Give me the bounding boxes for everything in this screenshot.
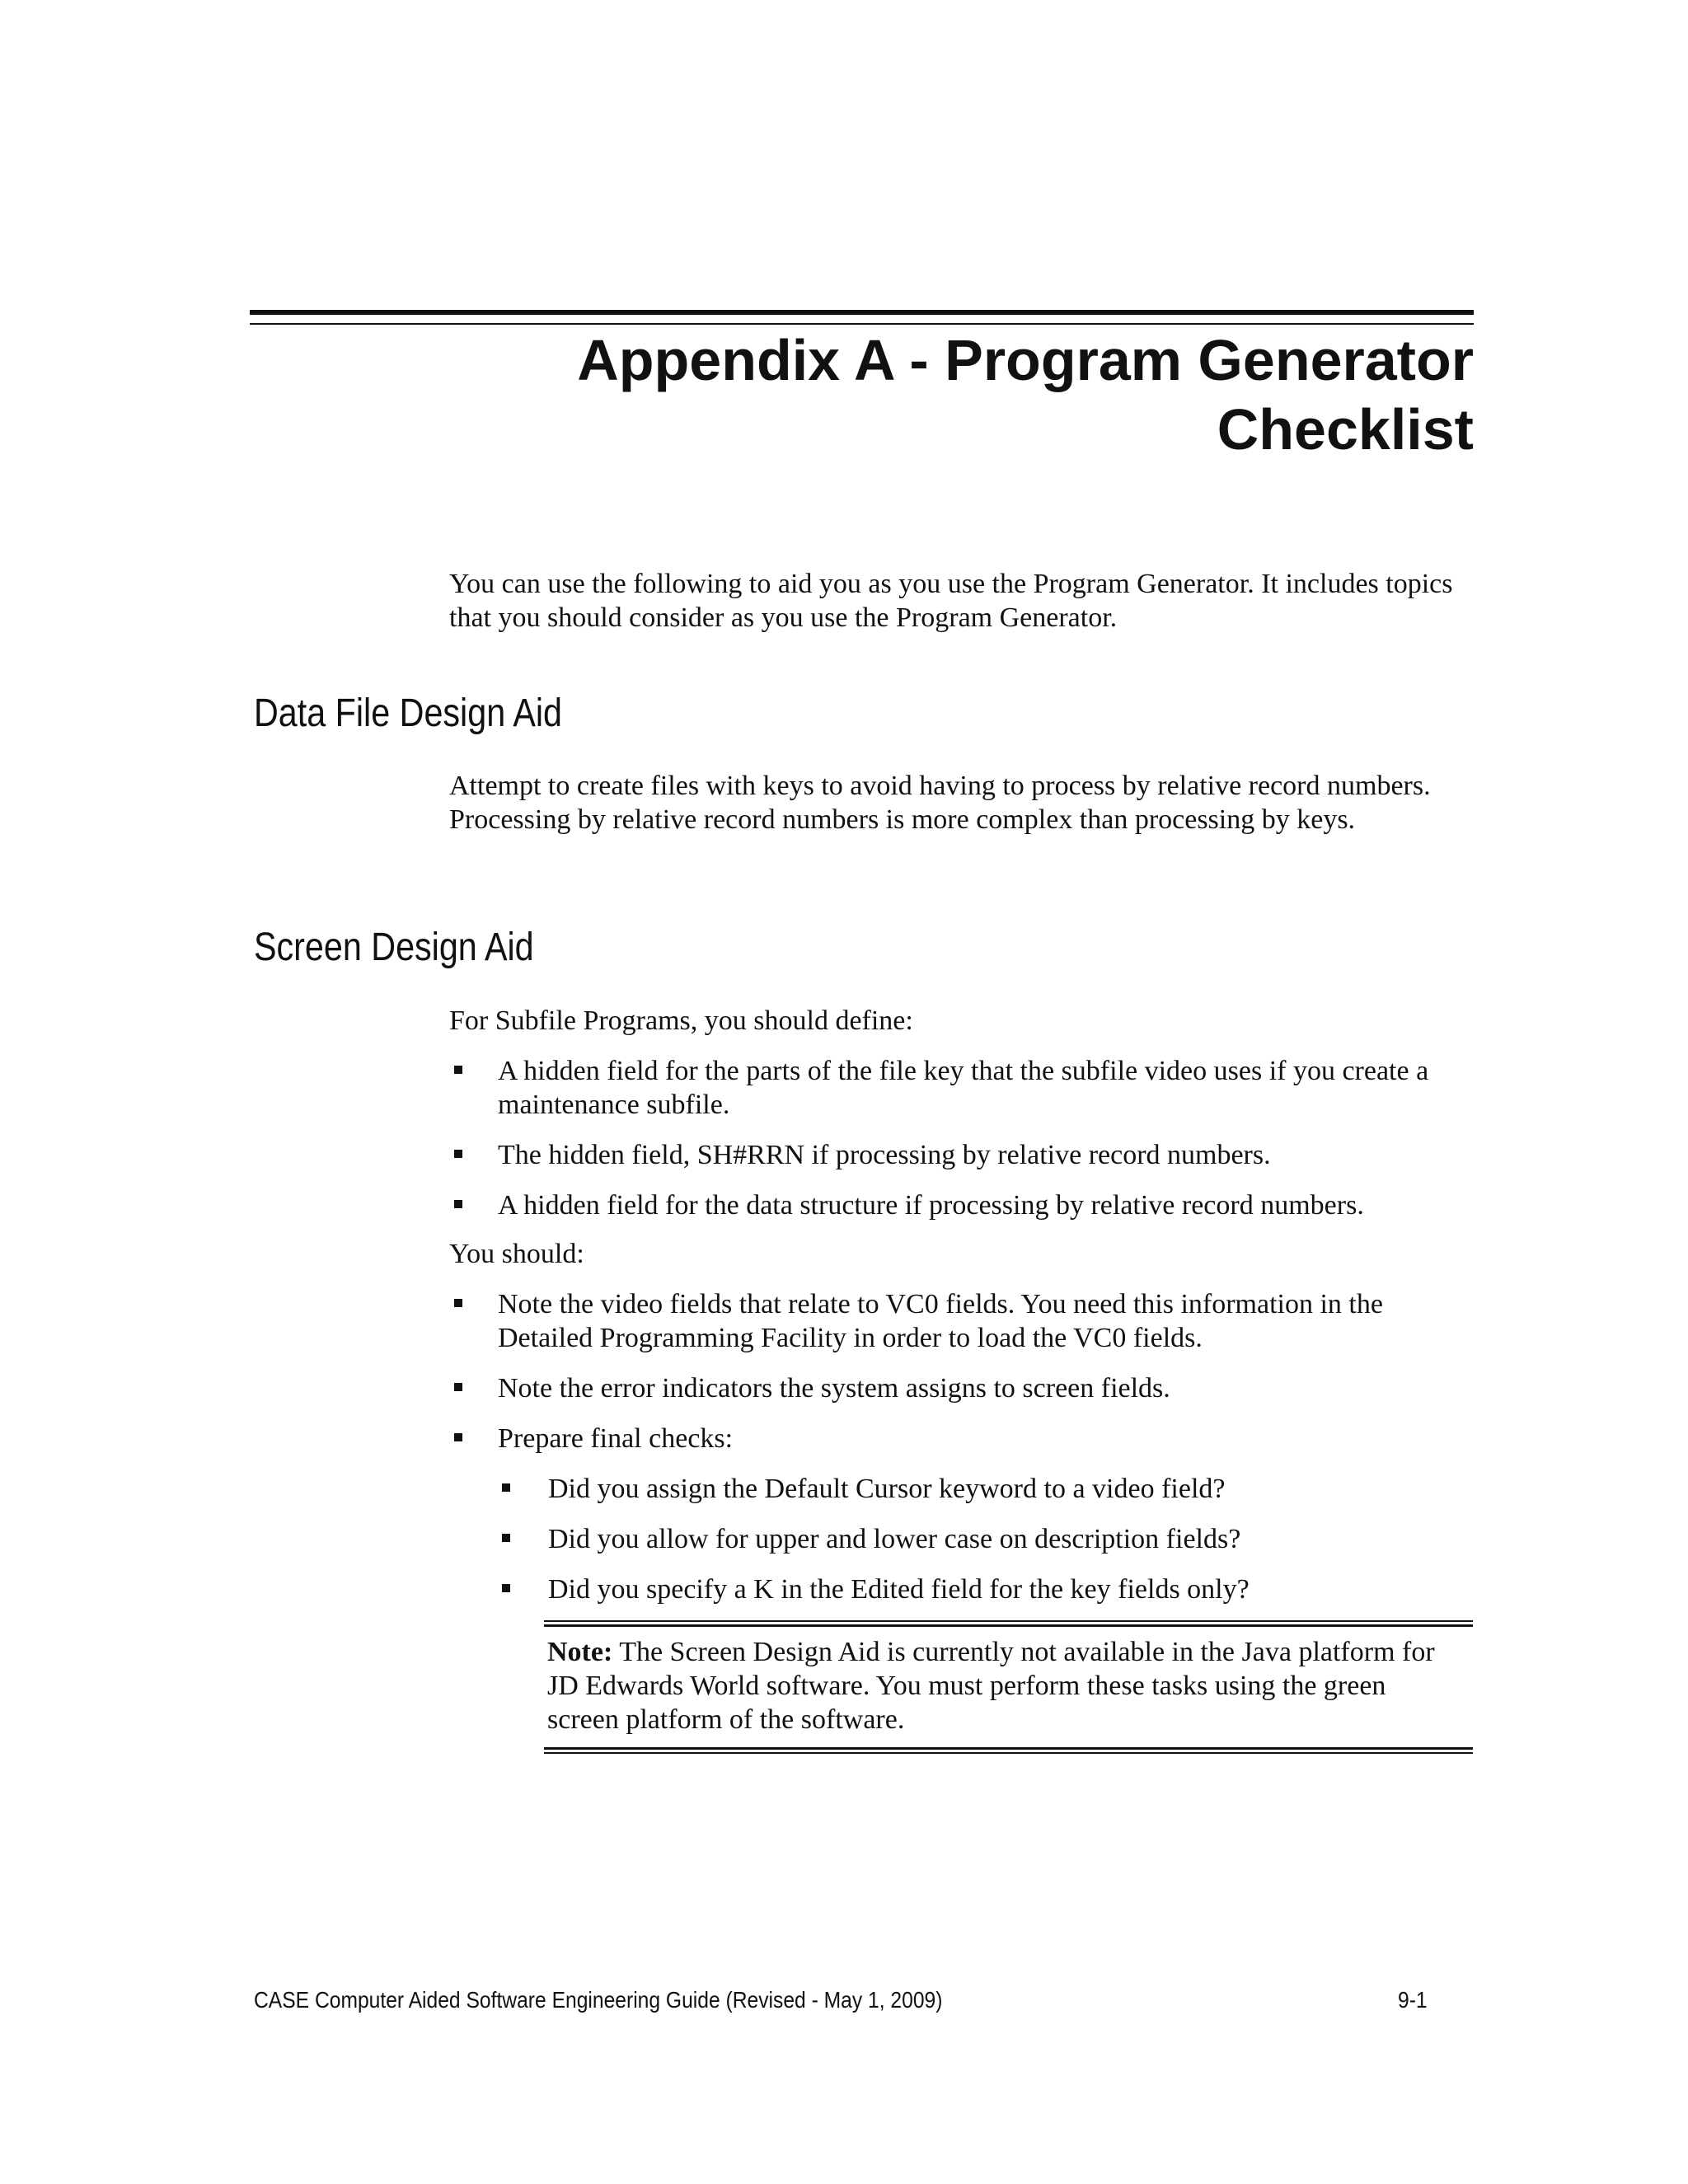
intro-paragraph: You can use the following to aid you as you use the Program Generator. It includes topics that you should consider as you use the Program Generator. xyxy=(449,569,1453,633)
note-text xyxy=(547,1635,1462,1736)
footer-title: CASE Computer Aided Software Engineering Guide (Revised - May 1, 2009) xyxy=(254,1987,943,2013)
note-body: The Screen Design Aid is currently not available in the Java platform for JD Edwards World software. You must perform these tasks using the green screen platform of the software. xyxy=(547,1637,1435,1735)
page-number: 9-1 xyxy=(1398,1987,1428,2013)
page-title-line-2: Checklist xyxy=(1217,397,1474,462)
title-rule-thick xyxy=(250,310,1474,315)
bullet-icon xyxy=(502,1534,510,1542)
list-item-text: A hidden field for the data structure if processing by relative record numbers. xyxy=(498,1190,1364,1221)
list-item-text: A hidden field for the parts of the file key that the subfile video uses if you create a maintenance subfile. xyxy=(498,1056,1429,1120)
list-item-text: Note the error indicators the system assigns to screen fields. xyxy=(498,1373,1170,1404)
bullet-icon xyxy=(454,1150,462,1158)
title-rule-thin xyxy=(250,323,1474,325)
list-item-text: Prepare final checks: xyxy=(498,1423,734,1454)
sub-list-item-text: Did you allow for upper and lower case on description fields? xyxy=(548,1524,1241,1554)
section-heading-screen-design-aid: Screen Design Aid xyxy=(254,926,534,969)
sub-list-item-text: Did you specify a K in the Edited field for the key fields only? xyxy=(548,1574,1250,1605)
data-file-paragraph: Attempt to create files with keys to avoid having to process by relative record numbers. Processing by relative record numbers is more complex than processing by keys. xyxy=(449,771,1431,835)
bullet-icon xyxy=(454,1066,462,1074)
bullet-icon xyxy=(454,1433,462,1441)
section-heading-data-file-design-aid: Data File Design Aid xyxy=(254,691,563,735)
note-label: Note: xyxy=(547,1637,613,1667)
page-title-line-1: Appendix A - Program Generator xyxy=(577,328,1474,392)
note-box xyxy=(544,1620,1473,1754)
list-item-text: The hidden field, SH#RRN if processing by relative record numbers. xyxy=(498,1140,1271,1170)
bullet-icon xyxy=(502,1584,510,1592)
should-lead: You should: xyxy=(449,1239,584,1269)
note-rule-top xyxy=(544,1624,1473,1627)
page-title xyxy=(402,326,1474,464)
sub-list-item-text: Did you assign the Default Cursor keyword to a video field? xyxy=(548,1474,1226,1504)
list-item-text: Note the video fields that relate to VC0 fields. You need this information in the Detailed Programming Facility in order to load the VC0 fields. xyxy=(498,1289,1383,1353)
bullet-icon xyxy=(454,1383,462,1391)
note-rule-bottom xyxy=(544,1752,1473,1754)
note-rule-bottom xyxy=(544,1747,1473,1750)
note-rule-top xyxy=(544,1620,1473,1622)
subfile-lead: For Subfile Programs, you should define: xyxy=(449,1005,913,1036)
bullet-icon xyxy=(502,1483,510,1492)
bullet-icon xyxy=(454,1200,462,1208)
bullet-icon xyxy=(454,1299,462,1307)
